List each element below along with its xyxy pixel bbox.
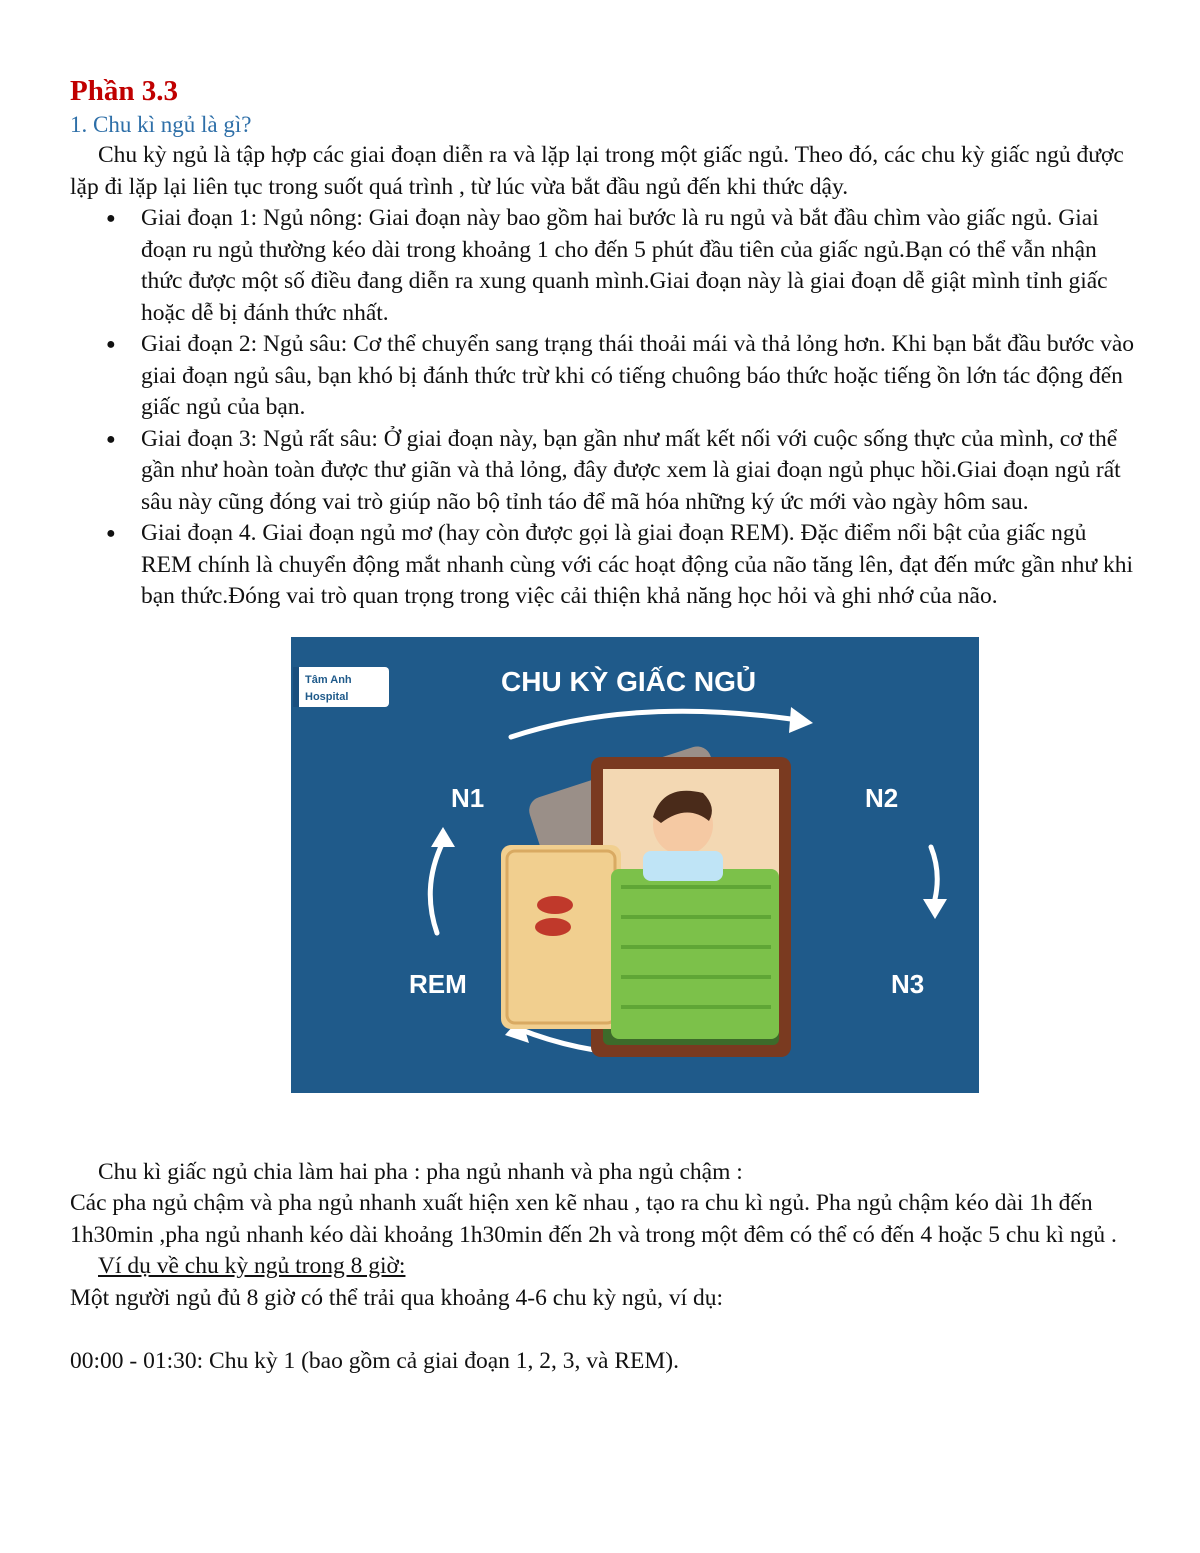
label-n3: N3 <box>891 968 925 999</box>
figure-title: CHU KỲ GIẤC NGỦ <box>501 665 757 697</box>
stage-item-1 <box>70 203 1138 329</box>
label-n1: N1 <box>451 782 485 813</box>
bullet-icon: ● <box>106 336 116 353</box>
label-rem: REM <box>409 968 467 999</box>
phases-intro: Chu kì giấc ngủ chia làm hai pha : pha ngủ nhanh và pha ngủ chậm : <box>98 1158 743 1185</box>
stage-item-2 <box>70 329 1138 424</box>
logo-line-1: Tâm Anh <box>305 673 352 686</box>
sleep-cycle-illustration <box>291 637 979 1093</box>
label-n2: N2 <box>865 782 899 813</box>
example-heading: Ví dụ về chu kỳ ngủ trong 8 giờ: <box>98 1253 406 1279</box>
stage-text: Giai đoạn 2: Ngủ sâu: Cơ thể chuyển sang trạng thái thoải mái và thả lỏng hơn. Khi bạn bắt đầu bước vào giai đoạn ngủ sâu, bạn khó bị đánh thức trừ khi có tiếng chuông báo thức hoặc tiếng ồn lớn tác động đến giấc ngủ của bạn. <box>141 331 1135 420</box>
question-heading: 1. Chu kì ngủ là gì? <box>70 112 252 137</box>
stage-text: Giai đoạn 1: Ngủ nông: Giai đoạn này bao gồm hai bước là ru ngủ và bắt đầu chìm vào giấc ngủ. Giai đoạn ru ngủ thường kéo dài trong khoảng 1 cho đến 5 phút đầu tiên của giấc ngủ.Bạn có thể vẫn nhận thức được một số điều đang diễn ra xung quanh mình.Giai đoạn này là giai đoạn dễ giật mình tỉnh giấc hoặc dễ bị đánh thức nhất. <box>141 205 1108 326</box>
spacer <box>70 1314 1138 1346</box>
stage-text: Giai đoạn 3: Ngủ rất sâu: Ở giai đoạn này, bạn gần như mất kết nối với cuộc sống thực của mình, cơ thể gần như hoàn toàn được thư giãn và thả lỏng, đây được xem là giai đoạn ngủ phục hồi.Giai đoạn ngủ rất sâu này cũng đóng vai trò giúp não bộ tỉnh táo để mã hóa những ký ức mới vào ngày hôm sau. <box>141 425 1121 515</box>
bullet-icon: ● <box>106 210 116 227</box>
stage-text: Giai đoạn 4. Giai đoạn ngủ mơ (hay còn được gọi là giai đoạn REM). Đặc điểm nổi bật của giấc ngủ REM chính là chuyển động mắt nhanh cùng với các hoạt động của não tăng lên, đạt đến mức gần như khi bạn thức.Đóng vai trò quan trọng trong việc cải thiện khả năng học hỏi và ghi nhớ của não. <box>141 520 1134 609</box>
figure-container <box>70 613 1138 1157</box>
hospital-logo <box>293 667 389 707</box>
phases-detail: Các pha ngủ chậm và pha ngủ nhanh xuất hiện xen kẽ nhau , tạo ra chu kì ngủ. Pha ngủ chậm kéo dài 1h đến 1h30min ,pha ngủ nhanh kéo dài khoảng 1h30min đến 2h và trong một đêm có thể có đến 4 hoặc 5 chu kì ngủ . <box>70 1190 1117 1248</box>
document-body <box>70 72 1138 1377</box>
example-line-1: 00:00 - 01:30: Chu kỳ 1 (bao gồm cả giai đoạn 1, 2, 3, và REM). <box>70 1347 679 1374</box>
bullet-icon: ● <box>106 430 116 448</box>
bullet-icon: ● <box>106 525 116 542</box>
logo-line-2: Hospital <box>305 690 349 703</box>
intro-paragraph: Chu kỳ ngủ là tập hợp các giai đoạn diễn ra và lặp lại trong một giấc ngủ. Theo đó, các chu kỳ giấc ngủ được lặp đi lặp lại liên tục trong suốt quá trình , từ lúc vừa bắt đầu ngủ đến khi thức dậy. <box>70 142 1124 200</box>
example-intro: Một người ngủ đủ 8 giờ có thể trải qua khoảng 4-6 chu kỳ ngủ, ví dụ: <box>70 1284 724 1311</box>
section-title: Phần 3.3 <box>70 75 178 107</box>
stage-list <box>70 203 1138 613</box>
stage-item-3 <box>70 424 1138 519</box>
stage-item-4 <box>70 518 1138 613</box>
